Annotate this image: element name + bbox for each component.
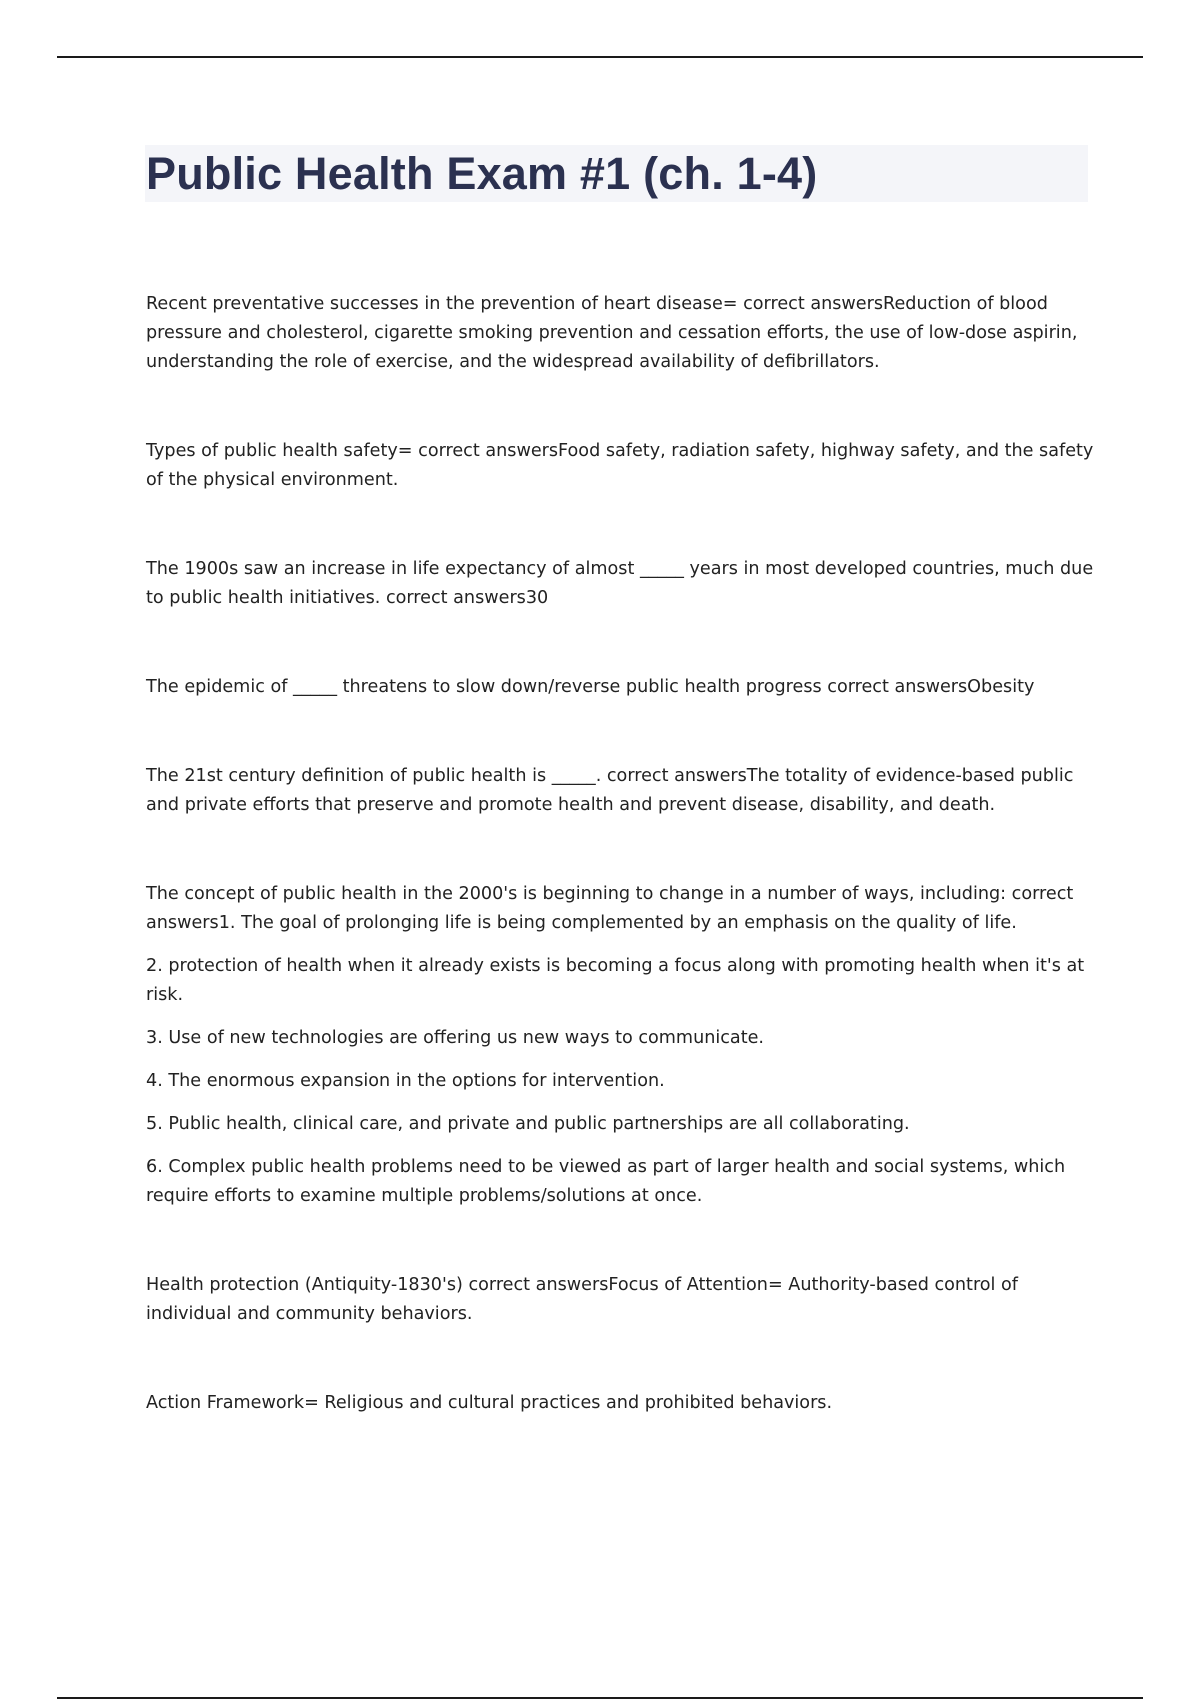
qa-paragraph: The epidemic of _____ threatens to slow down/reverse public health progress correct answersObesity	[146, 677, 1035, 697]
page-title: Public Health Exam #1 (ch. 1-4)	[146, 148, 818, 199]
qa-entry-epidemic	[146, 673, 1096, 702]
top-rule	[57, 56, 1143, 58]
qa-paragraph: The 1900s saw an increase in life expectancy of almost _____ years in most developed countries, much due to public health initiatives. correct answers30	[146, 559, 1094, 608]
qa-entry-safety-types	[146, 437, 1096, 495]
qa-list-item: 6. Complex public health problems need to be viewed as part of larger health and social systems, which require efforts to examine multiple problems/solutions at once.	[146, 1157, 1066, 1206]
qa-paragraph: Health protection (Antiquity-1830's) correct answersFocus of Attention= Authority-based control of individual and community behaviors.	[146, 1275, 1018, 1324]
qa-entry-life-expectancy	[146, 555, 1096, 613]
qa-entry-heart-disease	[146, 290, 1096, 377]
qa-entry-action-framework	[146, 1389, 1096, 1418]
qa-entry-concept-changes	[146, 880, 1096, 1211]
qa-paragraph: Types of public health safety= correct answersFood safety, radiation safety, highway safety, and the safety of the physical environment.	[146, 441, 1094, 490]
qa-list-item: 3. Use of new technologies are offering us new ways to communicate.	[146, 1028, 765, 1048]
qa-list-item: 5. Public health, clinical care, and private and public partnerships are all collaborating.	[146, 1114, 910, 1134]
qa-paragraph: The 21st century definition of public health is _____. correct answersThe totality of evidence-based public and private efforts that preserve and promote health and prevent disease, disability, and death.	[146, 766, 1074, 815]
document-body	[146, 290, 1096, 1478]
bottom-rule	[57, 1697, 1143, 1699]
qa-list-item: 2. protection of health when it already exists is becoming a focus along with promoting health when it's at risk.	[146, 956, 1085, 1005]
qa-paragraph: Recent preventative successes in the prevention of heart disease= correct answersReduction of blood pressure and cholesterol, cigarette smoking prevention and cessation efforts, the use of low-dose aspirin, understanding the role of exercise, and the widespread availability of defibrillators.	[146, 294, 1078, 372]
qa-paragraph: The concept of public health in the 2000's is beginning to change in a number of ways, including: correct answers1. The goal of prolonging life is being complemented by an emphasis on the quality of life.	[146, 884, 1074, 933]
qa-list-item: 4. The enormous expansion in the options for intervention.	[146, 1071, 665, 1091]
qa-entry-health-protection	[146, 1271, 1096, 1329]
qa-paragraph: Action Framework= Religious and cultural practices and prohibited behaviors.	[146, 1393, 833, 1413]
qa-entry-definition	[146, 762, 1096, 820]
